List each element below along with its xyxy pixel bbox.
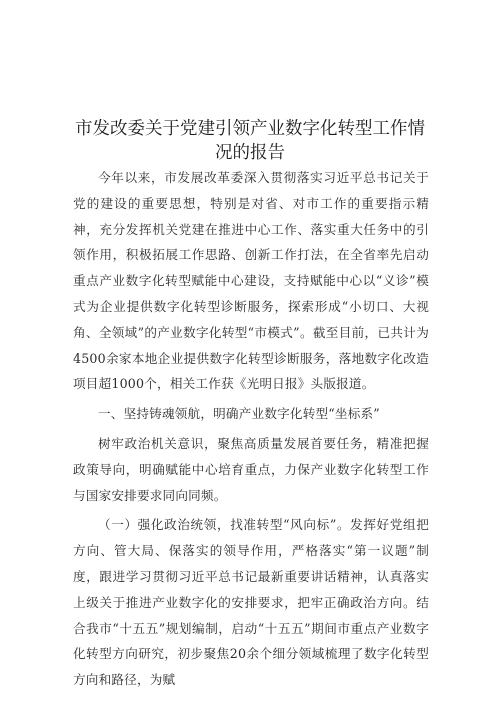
section-1-paragraph: 树牢政治机关意识，聚焦高质量发展首要任务，精准把握政策导向，明确赋能中心培育重点，力保产业数字化转型工作与国家安排要求同向同频。 bbox=[73, 435, 429, 503]
document-title-line1: 市发改委关于党建引领产业数字化转型工作情 bbox=[75, 119, 425, 139]
section-heading-1: 一、坚持铸魂领航，明确产业数字化转型“坐标系” bbox=[98, 406, 380, 422]
document-body bbox=[73, 165, 429, 693]
document-title-line2: 况的报告 bbox=[215, 143, 285, 163]
intro-paragraph: 今年以来，市发展改革委深入贯彻落实习近平总书记关于党的建设的重要思想，特别是对省、对市工作的重要指示精神，充分发挥机关党建在推进中心工作、落实重大任务中的引领作用，积极拓展工作思路、创新工作打法，在全省率先启动重点产业数字化转型赋能中心建设，支持赋能中心以“义诊”模式为企业提供数字化转型诊断服务，探索形成“小切口、大视角、全领域”的产业数字化转型“市模式”。截至目前，已共计为4500余家本地企业提供数字化转型诊断服务，落地数字化改造项目超1000个，相关工作获《光明日报》头版报道。 bbox=[73, 170, 429, 392]
subsection-1-paragraph: （一）强化政治统领，找准转型“风向标”。发挥好党组把方向、管大局、保落实的领导作用，严格落实“第一议题”制度，跟进学习贯彻习近平总书记最新重要讲话精神，认真落实上级关于推进产业数字化的安排要求，把牢正确政治方向。结合我市“十五五”规划编制，启动“十五五”期间市重点产业数字化转型方向研究，初步聚焦20余个细分领域梳理了数字化转型方向和路径，为赋 bbox=[73, 517, 429, 688]
